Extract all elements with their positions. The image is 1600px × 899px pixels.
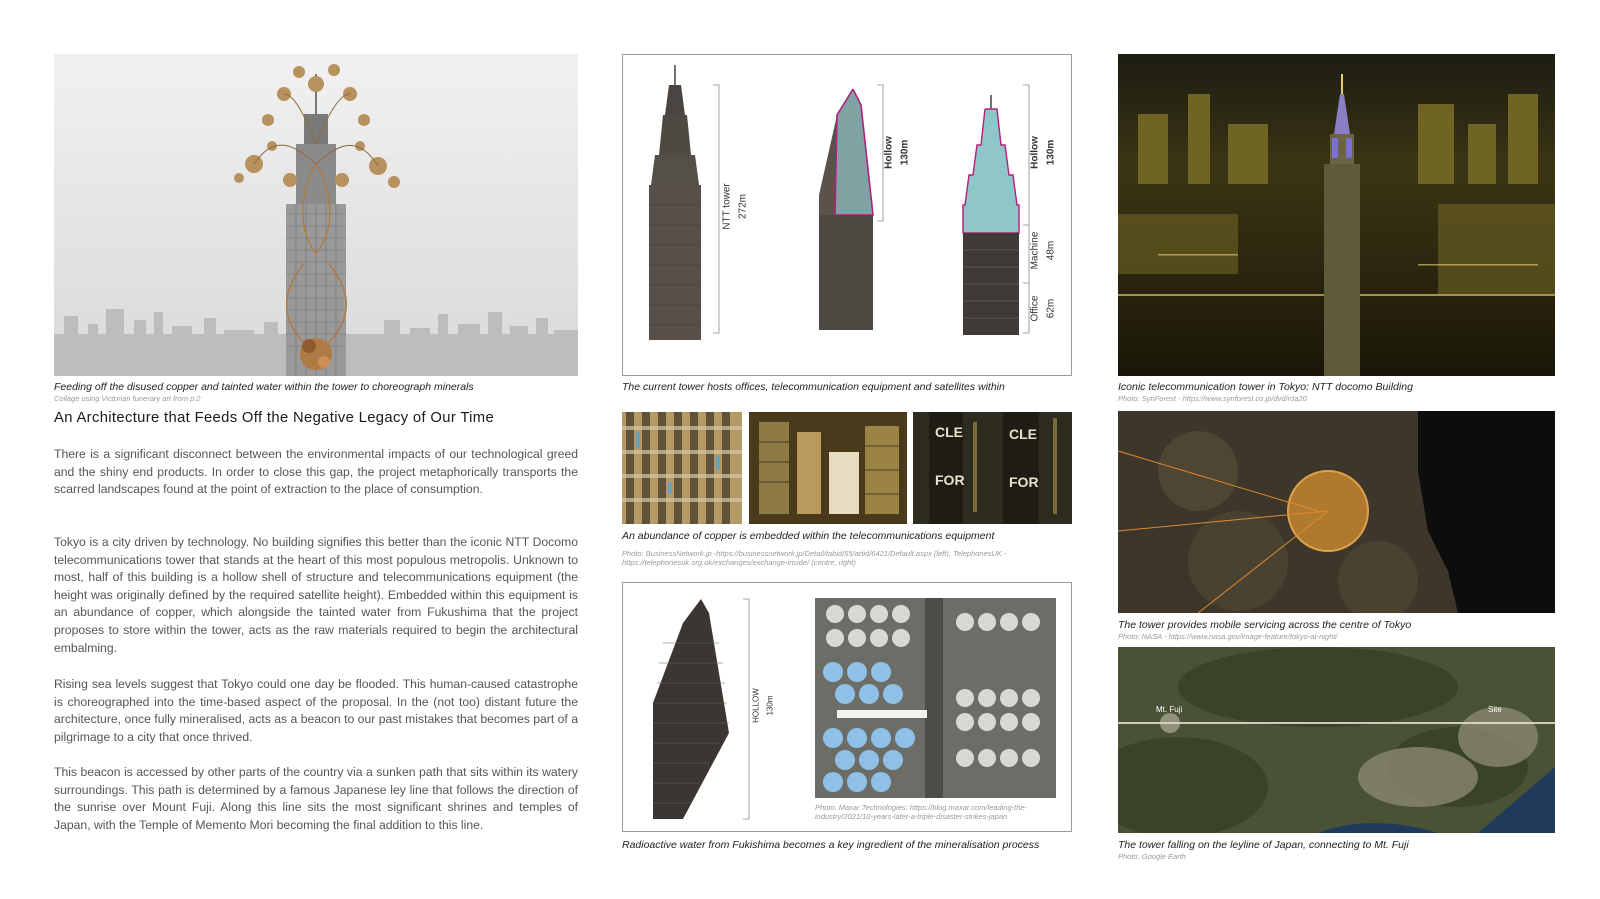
hollow-label: HOLLOW [751, 688, 761, 723]
map-label-site: Site [1488, 705, 1502, 714]
label-hollow-3: Hollow [1029, 136, 1041, 169]
label-130m-2: 130m [899, 139, 911, 166]
label-130m-3: 130m [1045, 139, 1057, 166]
copper-caption: An abundance of copper is embedded within the telecommunications equipment [622, 530, 995, 542]
copper-photo-center [749, 412, 907, 524]
tokyo-nasa-photo [1118, 411, 1555, 613]
tower-diagram-drawing [623, 55, 1071, 375]
nasa-credit: Photo: NASA - https://www.nasa.gov/image-feature/tokyo-at-night/ [1118, 632, 1338, 641]
fukushima-credit: Photo: Maxar Technologies: https://blog.maxar.com/leading-the-industry/2021/10-years-later-a-triple-disaster-strikes-japan [815, 803, 1028, 821]
fukushima-tanks-photo [815, 598, 1056, 798]
nasa-caption: The tower provides mobile servicing across the centre of Tokyo [1118, 619, 1412, 631]
paragraph-2: Tokyo is a city driven by technology. No building signifies this better than the iconic NTT Docomo telecommunications tower that stands at the heart of this most populous metropolis. Unknown to most, half of this building is a hollow shell of structure and telecommunications equipment (the height was originally defined by the required satellite height). Embedded within this equipment is an abundance of copper, which alongside the tainted water from Fukushima that the project proposes to store within the tower, acts as the raw materials required to begin the architectural embalming. [54, 535, 578, 655]
label-hollow-2: Hollow [883, 136, 895, 169]
paragraph-1: There is a significant disconnect between the environmental impacts of our technological greed and the shiny end products. In order to close this gap, the project metaphorically transports the scarred landscapes found at the point of extraction to the place of consumption. [54, 447, 578, 497]
hero-collage-image [54, 54, 578, 376]
hollow-height-label: 130m [765, 695, 775, 716]
label-62m: 62m [1045, 298, 1057, 319]
label-machine: Machine [1029, 231, 1041, 270]
tower-diagram-panel [622, 54, 1072, 376]
leyline-map-photo [1118, 647, 1555, 833]
copper-photo-left [622, 412, 742, 524]
copper-label-3: CLE [1009, 426, 1037, 442]
copper-label-4: FOR [1009, 474, 1039, 490]
fukushima-panel [622, 582, 1072, 832]
copper-label-2: FOR [935, 472, 965, 488]
copper-label-1: CLE [935, 424, 963, 440]
article-heading: An Architecture that Feeds Off the Negative Legacy of Our Time [54, 410, 495, 426]
fukushima-caption: Radioactive water from Fukishima becomes a key ingredient of the mineralisation process [622, 839, 1040, 851]
hero-credit: Collage using Victorian funerary art from p.2 [54, 394, 201, 403]
label-office: Office [1029, 295, 1041, 322]
map-caption: The tower falling on the leyline of Japan, connecting to Mt. Fuji [1118, 839, 1409, 851]
label-ntt-tower: NTT tower [721, 183, 733, 230]
copper-photo-right [913, 412, 1072, 524]
paragraph-3: Rising sea levels suggest that Tokyo could one day be flooded. This human-caused catastrophe is choreographed into the time-based aspect of the proposal. In the (not too) distant future the architecture, once fully mineralised, acts as a beacon to our past mistakes that becomes part of a pilgrimage to a city that once thrived. [54, 677, 578, 744]
map-credit: Photo: Google Earth [1118, 852, 1186, 861]
night-caption: Iconic telecommunication tower in Tokyo: NTT docomo Building [1118, 381, 1413, 393]
label-48m: 48m [1045, 240, 1057, 261]
label-272m: 272m [737, 194, 749, 220]
tokyo-night-photo [1118, 54, 1555, 376]
map-label-fuji: Mt. Fuji [1156, 705, 1183, 714]
diagram-caption: The current tower hosts offices, telecommunication equipment and satellites within [622, 381, 1005, 393]
night-credit: Photo: SynForest - https://www.synforest.co.jp/dvd/rda20 [1118, 394, 1307, 403]
paragraph-4: This beacon is accessed by other parts of the country via a sunken path that sits within its watery surroundings. This path is determined by a famous Japanese ley line that follows the direction of the sunrise over Mount Fuji. Along this line sits the most significant shrines and temples of Japan, with the Temple of Memento Mori becoming the final addition to this line. [54, 765, 578, 832]
copper-credit: Photo: BusinessNetwork.jp -https://businessnetwork.jp/Detail/tabid/65/artid/6421/Default.aspx (left), TelephonesUK - https://telephonesuk.org.uk/exchanges/exchange-inside/ (centre, right) [622, 549, 1007, 567]
hero-caption: Feeding off the disused copper and tainted water within the tower to choreograph minerals [54, 381, 474, 393]
